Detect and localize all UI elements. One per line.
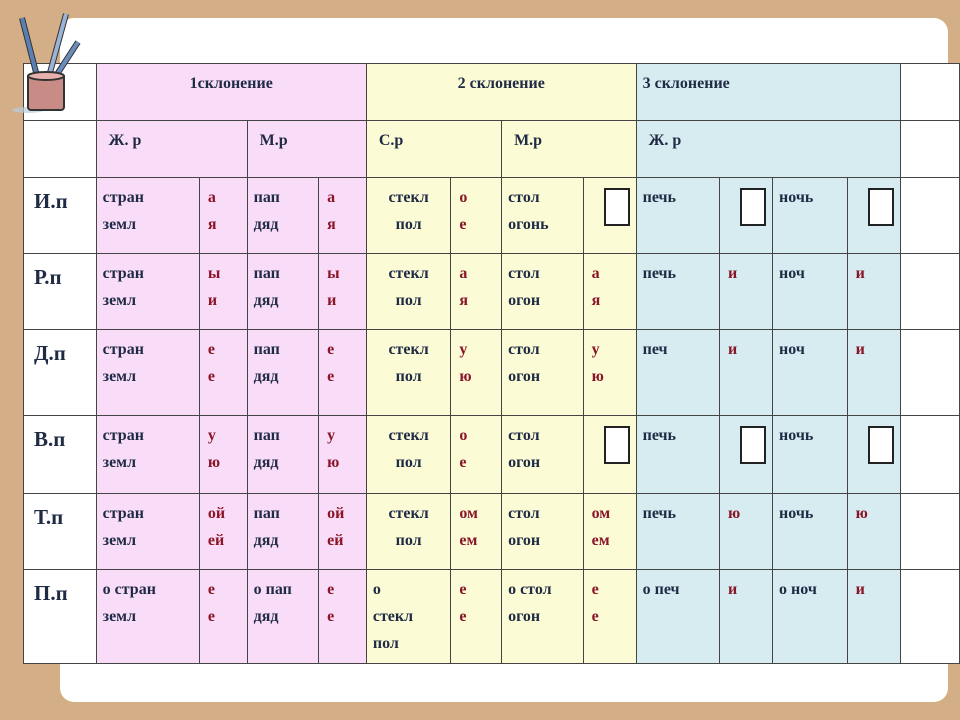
ending-text: а <box>327 189 336 206</box>
stem-text: огонь <box>508 216 549 233</box>
ending-text: ю <box>459 368 472 385</box>
stem-text: о печ <box>642 581 680 598</box>
end-s <box>451 570 502 664</box>
ending-text: у <box>591 341 600 358</box>
stem-pech <box>636 570 719 664</box>
ending-text: е <box>207 368 215 385</box>
stem-s <box>366 494 451 570</box>
stem-text: стекл <box>372 608 414 625</box>
end-pech <box>720 178 773 254</box>
stem-m1 <box>247 570 318 664</box>
ending-text: а <box>207 189 216 206</box>
stem-text: стекл <box>388 341 429 358</box>
ending-text: е <box>591 581 599 598</box>
end-pech <box>720 494 773 570</box>
stem-text: стекл <box>388 189 429 206</box>
case-row <box>24 570 960 664</box>
stem-text: ночь <box>779 189 814 206</box>
stem-text: стекл <box>388 427 429 444</box>
ending-text: ы <box>327 265 340 282</box>
ending-text: е <box>327 341 335 358</box>
stem-noch <box>773 178 848 254</box>
ending-text: е <box>207 341 215 358</box>
ending-text: е <box>459 608 467 625</box>
end-s <box>451 416 502 494</box>
empty-cell <box>900 64 959 121</box>
ending-text: и <box>728 581 738 598</box>
case-row <box>24 416 960 494</box>
stem-text: о пап <box>253 581 292 598</box>
stem-text: пол <box>372 635 399 652</box>
gender-zh-3: Ж. р <box>636 121 900 178</box>
stem-zh <box>96 494 199 570</box>
stem-m2 <box>502 416 584 494</box>
ending-text: ой <box>207 505 226 522</box>
stem-s <box>366 570 451 664</box>
ending-text: е <box>591 608 599 625</box>
ending-text: ю <box>591 368 604 385</box>
stem-text: ночь <box>779 427 814 444</box>
stem-s <box>366 178 451 254</box>
stem-text: огон <box>508 454 541 471</box>
end-s <box>451 178 502 254</box>
stem-text: дяд <box>253 292 279 309</box>
stem-text: огон <box>508 292 541 309</box>
ending-text: я <box>591 292 601 309</box>
empty-cell <box>900 416 959 494</box>
stem-text: о стран <box>102 581 156 598</box>
stem-text: пап <box>253 505 280 522</box>
stem-zh <box>96 416 199 494</box>
ending-text: я <box>207 216 217 233</box>
stem-text: пол <box>395 532 422 549</box>
end-m1 <box>319 178 367 254</box>
end-noch <box>847 494 900 570</box>
end-m1 <box>319 330 367 416</box>
stem-noch <box>773 570 848 664</box>
pencil-cup-icon <box>8 6 88 116</box>
stem-text: печь <box>642 505 677 522</box>
empty-cell <box>900 254 959 330</box>
header-decl1: 1склонение <box>96 64 366 121</box>
stem-zh <box>96 330 199 416</box>
end-noch <box>847 254 900 330</box>
end-pech <box>720 416 773 494</box>
ending-text: е <box>459 216 467 233</box>
stem-text: пап <box>253 265 280 282</box>
case-rows <box>24 178 960 664</box>
stem-text: стол <box>508 265 540 282</box>
stem-m1 <box>247 494 318 570</box>
stem-text: пол <box>395 368 422 385</box>
stem-text: дяд <box>253 216 279 233</box>
stem-text: пол <box>395 216 422 233</box>
case-label: П.п <box>24 570 97 664</box>
ending-text: е <box>327 581 335 598</box>
stem-text: о <box>372 581 381 598</box>
ending-text: ю <box>207 454 221 471</box>
stem-text: пап <box>253 189 280 206</box>
end-m2 <box>583 330 636 416</box>
stem-zh <box>96 254 199 330</box>
case-label: Т.п <box>24 494 97 570</box>
stem-noch <box>773 254 848 330</box>
ending-text: и <box>855 581 865 598</box>
ending-text: я <box>459 292 468 309</box>
end-s <box>451 330 502 416</box>
stem-text: дяд <box>253 368 279 385</box>
end-m1 <box>319 254 367 330</box>
end-pech <box>720 254 773 330</box>
stem-m2 <box>502 178 584 254</box>
stem-pech <box>636 494 719 570</box>
stem-text: ночь <box>779 505 814 522</box>
stem-noch <box>773 416 848 494</box>
empty-cell <box>900 570 959 664</box>
stem-text: о стол <box>508 581 552 598</box>
stem-m2 <box>502 570 584 664</box>
ending-text: е <box>327 608 335 625</box>
stem-m2 <box>502 494 584 570</box>
gender-m-1: М.р <box>247 121 366 178</box>
end-noch <box>847 178 900 254</box>
ending-text: и <box>207 292 218 309</box>
declension-table <box>23 63 960 664</box>
stem-text: стран <box>102 341 144 358</box>
ending-text: е <box>207 608 215 625</box>
stem-pech <box>636 254 719 330</box>
case-row <box>24 330 960 416</box>
stem-text: стол <box>508 427 540 444</box>
stem-text: печь <box>642 265 677 282</box>
stem-noch <box>773 330 848 416</box>
case-row <box>24 178 960 254</box>
stem-m2 <box>502 330 584 416</box>
ending-text: ем <box>591 532 610 549</box>
ending-text: а <box>591 265 600 282</box>
stem-text: пол <box>395 454 422 471</box>
ending-text: о <box>459 189 468 206</box>
zero-ending-box-icon <box>868 426 894 464</box>
ending-text: и <box>728 341 738 358</box>
zero-ending-box-icon <box>604 426 630 464</box>
zero-ending-box-icon <box>740 426 766 464</box>
ending-text: е <box>207 581 215 598</box>
case-row <box>24 494 960 570</box>
case-label: И.п <box>24 178 97 254</box>
ending-text: е <box>459 454 467 471</box>
stem-noch <box>773 494 848 570</box>
end-m2 <box>583 254 636 330</box>
ending-text: ем <box>459 532 478 549</box>
stem-text: стол <box>508 505 540 522</box>
end-zh <box>199 254 247 330</box>
ending-text: ей <box>207 532 225 549</box>
stem-zh <box>96 570 199 664</box>
header-decl2: 2 склонение <box>366 64 636 121</box>
stem-zh <box>96 178 199 254</box>
end-m2 <box>583 570 636 664</box>
stem-text: печь <box>642 189 677 206</box>
stem-text: печ <box>642 341 668 358</box>
stem-text: дяд <box>253 608 279 625</box>
ending-text: у <box>459 341 468 358</box>
ending-text: и <box>728 265 738 282</box>
corner-cell <box>24 121 97 178</box>
case-label: Р.п <box>24 254 97 330</box>
empty-cell <box>900 494 959 570</box>
ending-text: ом <box>459 505 478 522</box>
end-m1 <box>319 416 367 494</box>
end-m1 <box>319 570 367 664</box>
ending-text: ей <box>327 532 344 549</box>
stem-text: печь <box>642 427 677 444</box>
ending-text: а <box>459 265 468 282</box>
stem-text: дяд <box>253 532 279 549</box>
zero-ending-box-icon <box>604 188 630 226</box>
stem-text: дяд <box>253 454 279 471</box>
stem-text: стекл <box>388 505 429 522</box>
stem-text: земл <box>102 368 137 385</box>
gender-zh-1: Ж. р <box>96 121 247 178</box>
ending-text: о <box>459 427 468 444</box>
end-zh <box>199 570 247 664</box>
end-m2 <box>583 178 636 254</box>
case-row <box>24 254 960 330</box>
stem-m2 <box>502 254 584 330</box>
empty-cell <box>900 178 959 254</box>
end-s <box>451 494 502 570</box>
ending-text: и <box>855 265 865 282</box>
ending-text: у <box>327 427 336 444</box>
end-zh <box>199 330 247 416</box>
ending-text: ю <box>728 505 741 522</box>
end-pech <box>720 570 773 664</box>
stem-text: огон <box>508 608 541 625</box>
end-zh <box>199 494 247 570</box>
stem-text: стол <box>508 189 540 206</box>
ending-text: я <box>327 216 336 233</box>
stem-text: огон <box>508 368 541 385</box>
stem-text: земл <box>102 532 137 549</box>
header-decl3: 3 склонение <box>636 64 900 121</box>
ending-text: и <box>855 341 865 358</box>
stem-text: стекл <box>388 265 429 282</box>
stem-text: стран <box>102 427 144 444</box>
gender-s-2: С.р <box>366 121 501 178</box>
stem-text: стран <box>102 265 144 282</box>
case-label: Д.п <box>24 330 97 416</box>
stem-text: земл <box>102 608 137 625</box>
stem-m1 <box>247 178 318 254</box>
ending-text: ю <box>855 505 868 522</box>
end-zh <box>199 178 247 254</box>
stem-text: пап <box>253 341 280 358</box>
stem-text: о ноч <box>779 581 817 598</box>
stem-m1 <box>247 416 318 494</box>
end-zh <box>199 416 247 494</box>
ending-text: ом <box>591 505 611 522</box>
end-pech <box>720 330 773 416</box>
stem-pech <box>636 330 719 416</box>
end-noch <box>847 570 900 664</box>
ending-text: е <box>327 368 335 385</box>
stem-pech <box>636 416 719 494</box>
stem-text: ноч <box>779 341 805 358</box>
stem-s <box>366 330 451 416</box>
stem-s <box>366 254 451 330</box>
end-noch <box>847 416 900 494</box>
stem-pech <box>636 178 719 254</box>
ending-text: ы <box>207 265 221 282</box>
stem-text: ноч <box>779 265 805 282</box>
ending-text: е <box>459 581 467 598</box>
stem-text: земл <box>102 454 137 471</box>
end-s <box>451 254 502 330</box>
stem-text: стран <box>102 505 144 522</box>
stem-s <box>366 416 451 494</box>
gender-m-2: М.р <box>502 121 637 178</box>
stem-text: пап <box>253 427 280 444</box>
stem-text: земл <box>102 292 137 309</box>
end-m2 <box>583 416 636 494</box>
case-label: В.п <box>24 416 97 494</box>
empty-cell <box>900 121 959 178</box>
end-m1 <box>319 494 367 570</box>
zero-ending-box-icon <box>868 188 894 226</box>
stem-text: стран <box>102 189 144 206</box>
end-m2 <box>583 494 636 570</box>
stem-text: земл <box>102 216 137 233</box>
end-noch <box>847 330 900 416</box>
ending-text: ой <box>327 505 345 522</box>
stem-text: стол <box>508 341 540 358</box>
ending-text: у <box>207 427 216 444</box>
stem-text: огон <box>508 532 541 549</box>
zero-ending-box-icon <box>740 188 766 226</box>
stem-m1 <box>247 330 318 416</box>
stem-text: пол <box>395 292 422 309</box>
stem-m1 <box>247 254 318 330</box>
ending-text: и <box>327 292 337 309</box>
empty-cell <box>900 330 959 416</box>
ending-text: ю <box>327 454 340 471</box>
